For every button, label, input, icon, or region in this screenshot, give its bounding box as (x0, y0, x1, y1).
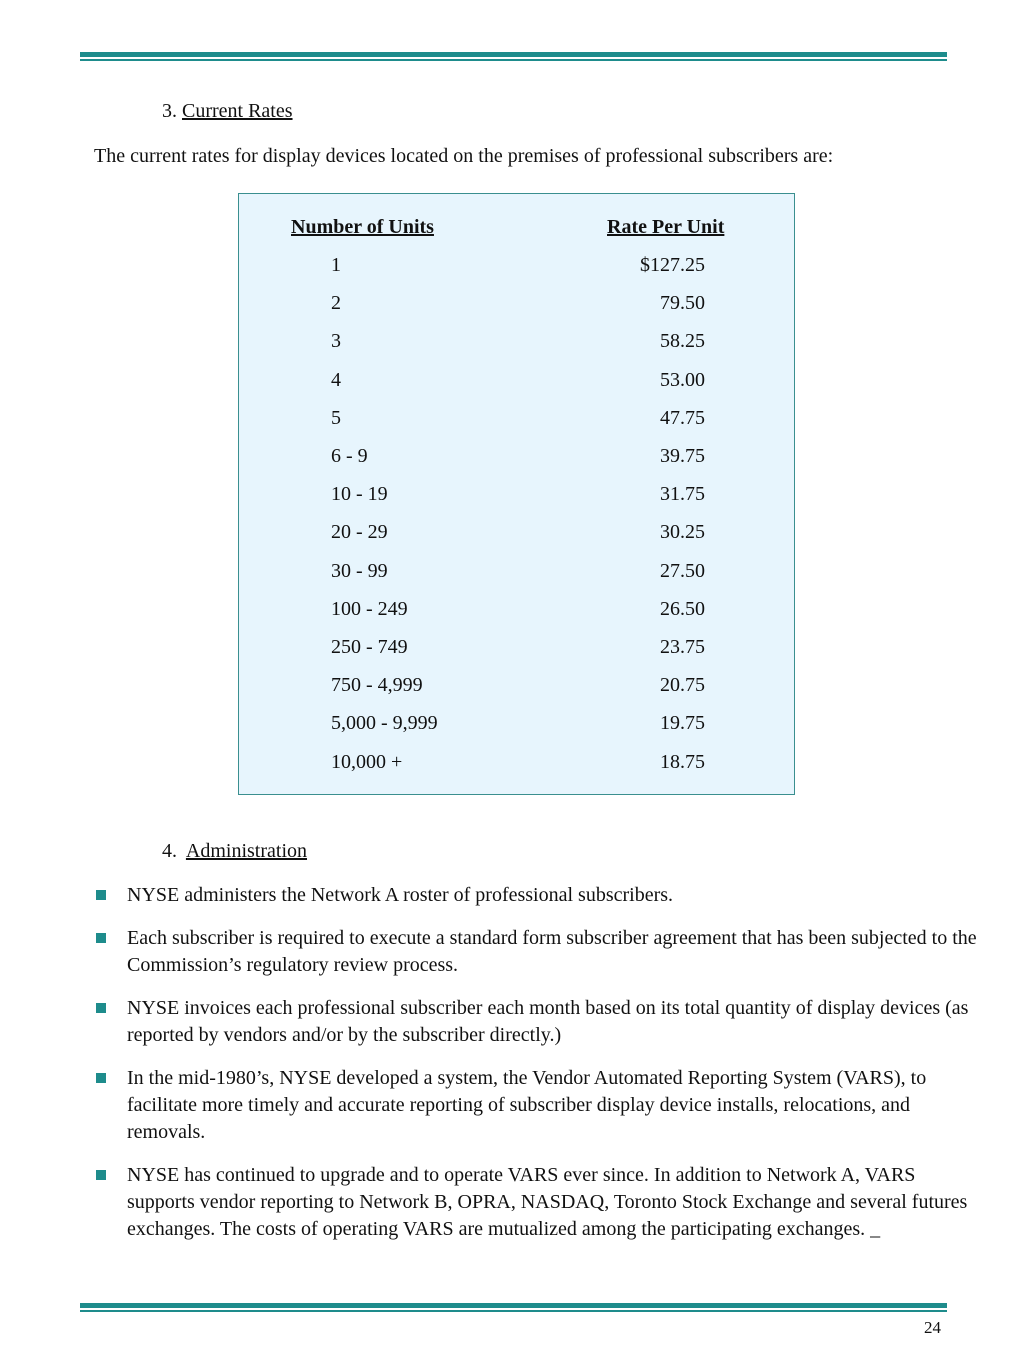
rate-table (238, 193, 795, 795)
units-cell: 30 - 99 (331, 559, 388, 582)
table-row (239, 674, 794, 712)
rate-cell: 19.75 (660, 712, 705, 735)
list-item (96, 925, 986, 979)
page-number: 24 (924, 1318, 941, 1337)
units-column-header: Number of Units (291, 216, 434, 238)
rate-cell: 53.00 (660, 368, 705, 391)
list-item-text: NYSE has continued to upgrade and to operate VARS ever since. In addition to Network A, VARS supports vendor reporting to Network B, OPRA, NASDAQ, Toronto Stock Exchange and several futures exchanges. The costs of operating VARS are mutualized among the participating exchanges. _ (127, 1164, 968, 1240)
rate-cell: 58.25 (660, 330, 705, 353)
square-bullet-icon (96, 890, 106, 900)
units-cell: 1 (331, 254, 341, 276)
section-3-number: 3. (162, 100, 177, 122)
section-4-heading (162, 840, 307, 863)
table-row (239, 560, 794, 598)
rate-cell: $127.25 (640, 254, 705, 276)
list-item (96, 1162, 986, 1243)
rate-cell: 39.75 (660, 445, 705, 467)
square-bullet-icon (96, 1003, 106, 1013)
rate-cell: 26.50 (660, 597, 705, 620)
units-cell: 6 - 9 (331, 445, 368, 467)
list-item-text: Each subscriber is required to execute a standard form subscriber agreement that has been subjected to the Commission’s regulatory review process. (127, 927, 977, 976)
square-bullet-icon (96, 1170, 106, 1180)
rate-cell: 30.25 (660, 521, 705, 544)
units-cell: 2 (331, 292, 341, 315)
square-bullet-icon (96, 1073, 106, 1083)
units-cell: 3 (331, 330, 341, 353)
section-4-number: 4. (162, 840, 177, 862)
bullet-list (96, 882, 986, 1259)
units-cell: 250 - 749 (331, 636, 408, 658)
units-cell: 100 - 249 (331, 597, 408, 620)
rate-column-header: Rate Per Unit (607, 216, 725, 238)
list-item-text: NYSE invoices each professional subscriber each month based on its total quantity of display devices (as reported by vendors and/or by the subscriber directly.) (127, 997, 969, 1046)
units-cell: 10,000 + (331, 750, 403, 773)
table-row (239, 254, 794, 292)
units-cell: 4 (331, 368, 341, 391)
table-row (239, 483, 794, 521)
table-row (239, 598, 794, 636)
table-row (239, 407, 794, 445)
bottom-rule (80, 1303, 947, 1312)
units-cell: 750 - 4,999 (331, 674, 423, 697)
rate-cell: 79.50 (660, 292, 705, 315)
section-3-heading (162, 100, 293, 123)
units-cell: 5,000 - 9,999 (331, 712, 438, 735)
rate-cell: 31.75 (660, 483, 705, 506)
table-row (239, 369, 794, 407)
rate-cell: 18.75 (660, 750, 705, 773)
top-rule (80, 52, 947, 61)
list-item (96, 1065, 986, 1146)
table-row (239, 636, 794, 674)
table-row (239, 445, 794, 483)
list-item (96, 882, 986, 909)
table-row (239, 712, 794, 750)
rate-cell: 20.75 (660, 674, 705, 697)
rate-cell: 23.75 (660, 636, 705, 658)
units-cell: 20 - 29 (331, 521, 388, 544)
list-item (96, 995, 986, 1049)
section-4-title: Administration (185, 840, 308, 862)
square-bullet-icon (96, 933, 106, 943)
section-3-title: Current Rates (182, 100, 293, 122)
table-row (239, 330, 794, 368)
list-item-text: In the mid-1980’s, NYSE developed a system, the Vendor Automated Reporting System (VARS), to facilitate more timely and accurate reporting of subscriber display device installs, relocations, and removals. (127, 1067, 927, 1143)
list-item-text: NYSE administers the Network A roster of professional subscribers. (127, 884, 674, 906)
rate-cell: 47.75 (660, 406, 705, 429)
units-cell: 5 (331, 406, 341, 429)
units-cell: 10 - 19 (331, 483, 388, 506)
table-row (239, 521, 794, 559)
rate-cell: 27.50 (660, 559, 705, 582)
intro-text: The current rates for display devices located on the premises of professional subscribers are: (94, 145, 834, 167)
table-row (239, 292, 794, 330)
table-row (239, 751, 794, 789)
